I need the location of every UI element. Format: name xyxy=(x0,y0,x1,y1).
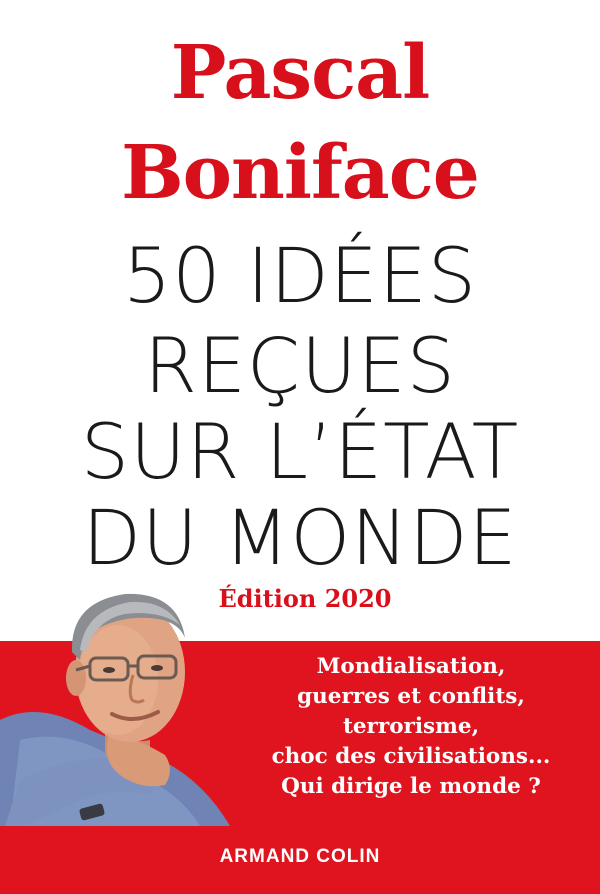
title-line-1: 50 IDÉES xyxy=(122,231,478,320)
tagline-line-2: guerres et conflits, xyxy=(297,684,525,709)
title-line-3: SUR L’ÉTAT xyxy=(80,407,520,496)
author-last-name: Boniface xyxy=(121,130,479,216)
edition-label: Édition 2020 xyxy=(218,584,392,613)
title-line-2: REÇUES xyxy=(144,321,456,410)
tagline xyxy=(236,652,586,802)
title-line-4: DU MONDE xyxy=(82,493,518,582)
tagline-line-4: choc des civilisations... xyxy=(271,744,551,769)
tagline-line-5: Qui dirige le monde ? xyxy=(281,774,541,799)
author-portrait xyxy=(0,580,240,826)
publisher-name: ARMAND COLIN xyxy=(219,846,381,867)
tagline-line-3: terrorisme, xyxy=(342,714,480,739)
tagline-line-1: Mondialisation, xyxy=(316,654,506,679)
author-first-name: Pascal xyxy=(170,30,430,116)
